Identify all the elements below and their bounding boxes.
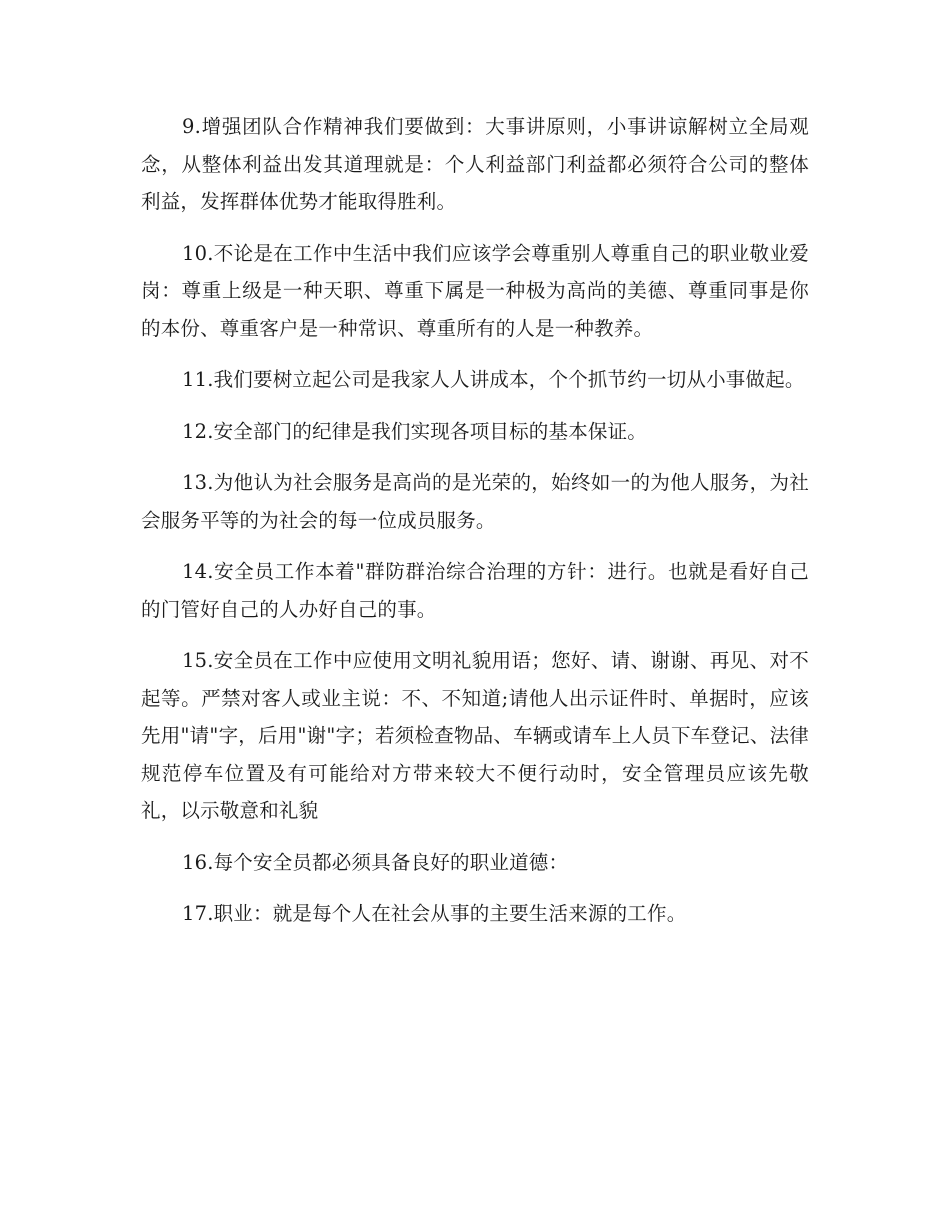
paragraph-9: 9.增强团队合作精神我们要做到：大事讲原则，小事讲谅解树立全局观念，从整体利益出发其道理就是：个人利益部门利益都必须符合公司的整体利益，发挥群体优势才能取得胜利。 bbox=[141, 115, 809, 213]
paragraph-14: 14.安全员工作本着"群防群治综合治理的方针：进行。也就是看好自己的门管好自己的人办好自己的事。 bbox=[141, 560, 809, 621]
paragraph-17: 17.职业：就是每个人在社会从事的主要生活来源的工作。 bbox=[182, 902, 687, 925]
paragraph-12: 12.安全部门的纪律是我们实现各项目标的基本保证。 bbox=[182, 419, 648, 443]
paragraph-13: 13.为他认为社会服务是高尚的是光荣的，始终如一的为他人服务，为社会服务平等的为社会的每一位成员服务。 bbox=[141, 471, 809, 532]
paragraph-10: 10.不论是在工作中生活中我们应该学会尊重别人尊重自己的职业敬业爱岗：尊重上级是一种天职、尊重下属是一种极为高尚的美德、尊重同事是你的本份、尊重客户是一种常识、尊重所有的人是一种教养。 bbox=[141, 241, 809, 340]
document-body bbox=[141, 108, 809, 947]
paragraph-16: 16.每个安全员都必须具备良好的职业道德： bbox=[182, 850, 569, 874]
paragraph-15: 15.安全员在工作中应使用文明礼貌用语；您好、请、谢谢、再见、对不起等。严禁对客人或业主说：不、不知道;请他人出示证件时、单据时，应该先用"请"字，后用"谢"字；若须检查物品、车辆或请车上人员下车登记、法律规范停车位置及有可能给对方带来较大不便行动时，安全管理员应该先敬礼，以示敬意和礼貌 bbox=[141, 649, 809, 822]
paragraph-11: 11.我们要树立起公司是我家人人讲成本，个个抓节约一切从小事做起。 bbox=[182, 368, 805, 391]
